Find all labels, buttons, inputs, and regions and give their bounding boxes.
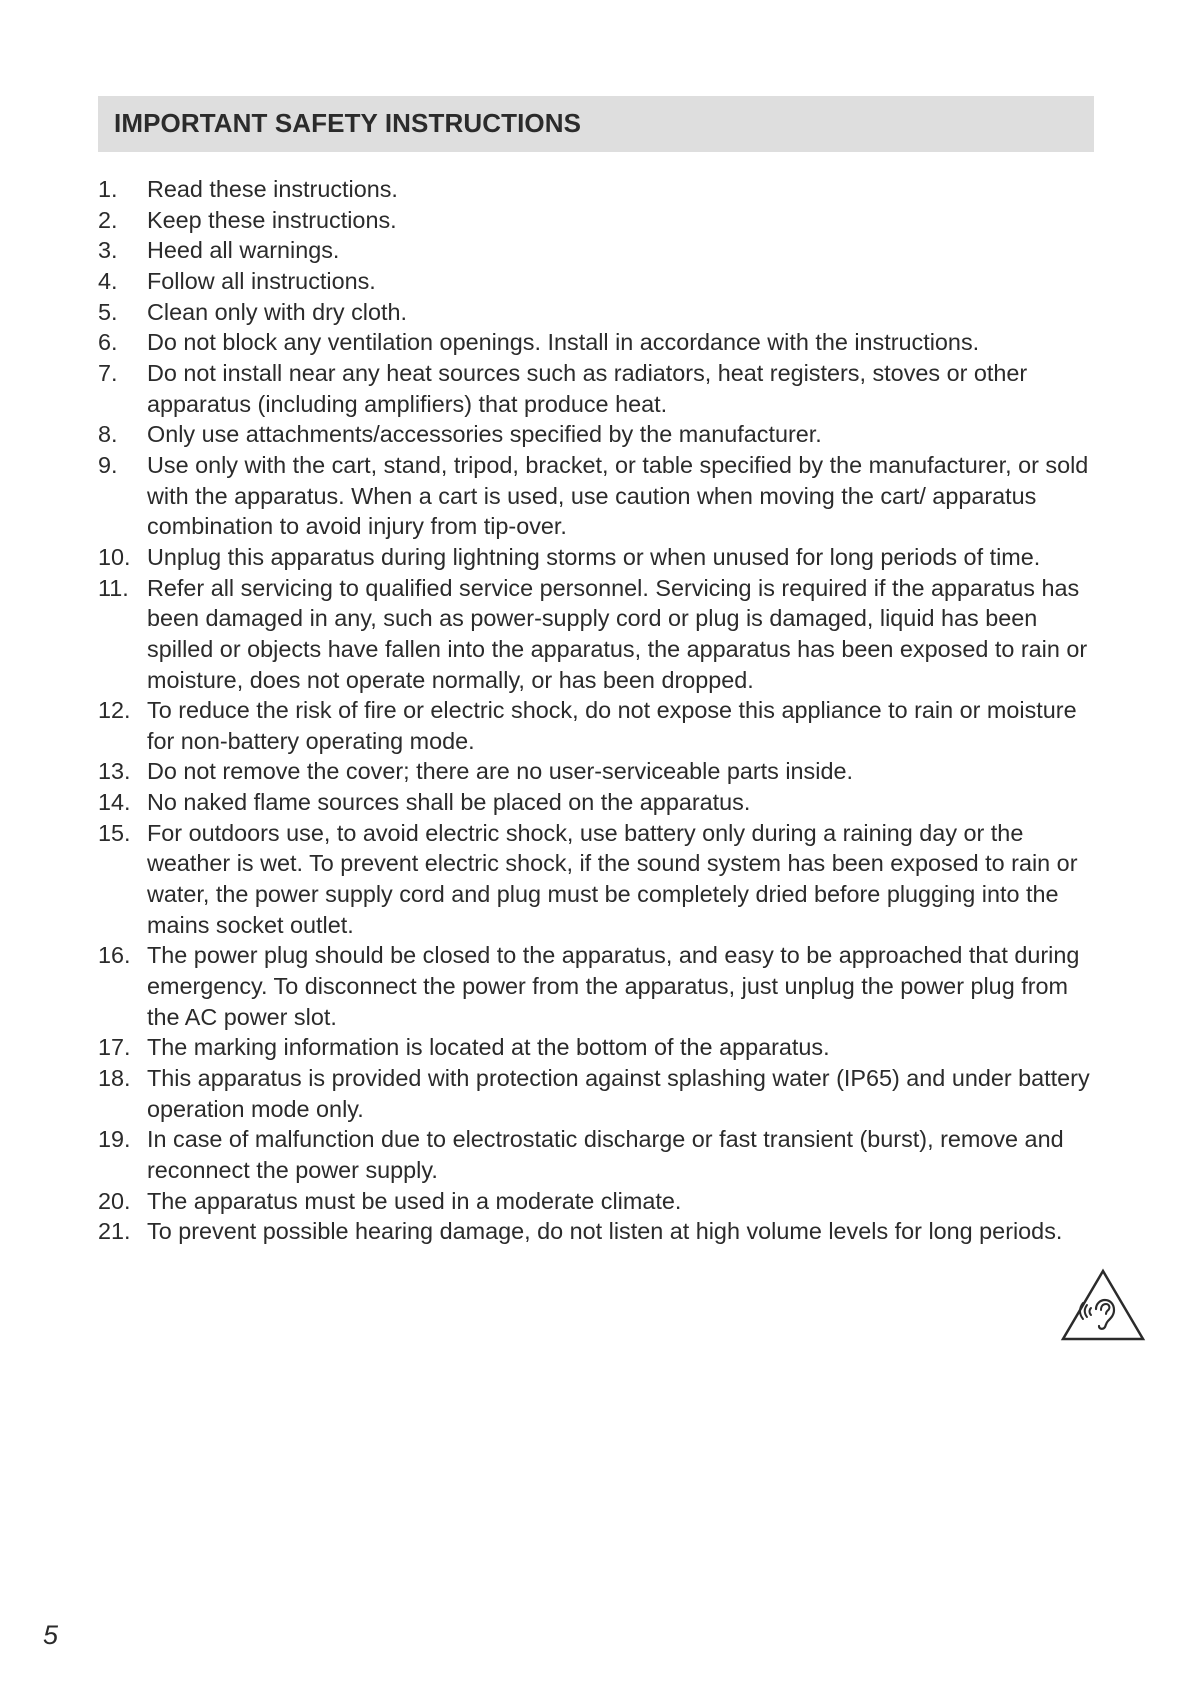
instruction-number: 15. [98, 819, 131, 846]
instruction-number: 17. [98, 1034, 131, 1061]
instruction-text: To prevent possible hearing damage, do not listen at high volume levels for long periods. [147, 1218, 1063, 1245]
instruction-text: Read these instructions. [147, 176, 398, 202]
instruction-text: Clean only with dry cloth. [147, 298, 408, 325]
instruction-item-15 [98, 818, 1098, 941]
instruction-item-21 [98, 1216, 1098, 1247]
page-number: 5 [43, 1620, 59, 1650]
instruction-item-14 [98, 787, 1098, 818]
instruction-text: Only use attachments/accessories specified by the manufacturer. [147, 421, 822, 448]
instruction-text: For outdoors use, to avoid electric shock, use battery only during a raining day or the weather is wet. To prevent electric shock, if the sound system has been exposed to rain or water, the power supply cord and plug must be completely dried before plugging into the mains socket outlet. [147, 819, 1078, 938]
instruction-number: 16. [98, 942, 131, 969]
instruction-text: Do not install near any heat sources such as radiators, heat registers, stoves or other apparatus (including amplifiers) that produce heat. [147, 359, 1028, 417]
instruction-item-19 [98, 1124, 1098, 1185]
instruction-number: 12. [98, 697, 131, 724]
instruction-number: 21. [98, 1218, 131, 1245]
section-title: IMPORTANT SAFETY INSTRUCTIONS [114, 108, 582, 138]
instruction-item-9 [98, 450, 1098, 542]
instruction-item-6 [98, 327, 1098, 358]
instruction-number: 1. [98, 176, 118, 202]
section-header [98, 96, 1094, 152]
instruction-number: 9. [98, 451, 118, 478]
instruction-text: Unplug this apparatus during lightning storms or when unused for long periods of time. [147, 543, 1041, 570]
instruction-number: 18. [98, 1065, 131, 1092]
instruction-item-10 [98, 542, 1098, 573]
instruction-text: Heed all warnings. [147, 237, 340, 264]
instruction-item-17 [98, 1032, 1098, 1063]
instruction-item-13 [98, 756, 1098, 787]
instruction-text: Refer all servicing to qualified service personnel. Servicing is required if the apparatus has been damaged in any, such as power-supply cord or plug is damaged, liquid has been spilled or objects have fallen into the apparatus, the apparatus has been exposed to rain or moisture, does not operate normally, or has been dropped. [147, 574, 1088, 693]
instruction-number: 13. [98, 758, 131, 785]
instruction-item-3 [98, 235, 1098, 266]
safety-instructions-list [98, 174, 1098, 1247]
instruction-text: The power plug should be closed to the apparatus, and easy to be approached that during emergency. To disconnect the power from the apparatus, just unplug the power plug from the AC power slot. [147, 942, 1080, 1030]
instruction-item-8 [98, 419, 1098, 450]
instruction-number: 5. [98, 298, 118, 325]
instruction-item-18 [98, 1063, 1098, 1124]
instruction-text: Keep these instructions. [147, 206, 397, 233]
instruction-text: This apparatus is provided with protection against splashing water (IP65) and under battery operation mode only. [147, 1065, 1090, 1122]
instruction-number: 10. [98, 543, 131, 570]
instruction-number: 14. [98, 789, 131, 816]
instruction-item-4 [98, 266, 1098, 297]
instruction-number: 7. [98, 359, 118, 386]
instruction-item-16 [98, 940, 1098, 1032]
instruction-number: 2. [98, 206, 118, 233]
instruction-number: 8. [98, 421, 118, 448]
instruction-text: Follow all instructions. [147, 267, 376, 294]
instruction-item-5 [98, 297, 1098, 328]
hearing-damage-warning-icon [1060, 1268, 1146, 1342]
instruction-text: The apparatus must be used in a moderate climate. [147, 1187, 682, 1214]
instruction-text: Do not remove the cover; there are no user-serviceable parts inside. [147, 758, 853, 785]
instruction-item-11 [98, 573, 1098, 696]
instruction-text: Use only with the cart, stand, tripod, bracket, or table specified by the manufacturer, or sold with the apparatus. When a cart is used, use caution when moving the cart/ apparatus combination to avoid injury from tip-over. [147, 451, 1089, 540]
instruction-number: 3. [98, 237, 118, 264]
instruction-text: To reduce the risk of fire or electric shock, do not expose this appliance to rain or moisture for non-battery operating mode. [147, 697, 1077, 754]
instruction-item-2 [98, 205, 1098, 236]
instruction-text: The marking information is located at the bottom of the apparatus. [147, 1034, 830, 1061]
instruction-item-7 [98, 358, 1098, 419]
instruction-item-20 [98, 1186, 1098, 1217]
instruction-text: Do not block any ventilation openings. Install in accordance with the instructions. [147, 329, 980, 356]
instruction-item-1 [98, 174, 1098, 205]
instruction-number: 19. [98, 1126, 131, 1153]
instruction-item-12 [98, 695, 1098, 756]
instruction-text: No naked flame sources shall be placed on the apparatus. [147, 789, 751, 816]
instruction-number: 4. [98, 267, 118, 294]
instruction-text: In case of malfunction due to electrostatic discharge or fast transient (burst), remove and reconnect the power supply. [147, 1126, 1064, 1183]
instruction-number: 11. [98, 574, 129, 601]
instruction-number: 6. [98, 329, 118, 356]
instruction-number: 20. [98, 1187, 131, 1214]
